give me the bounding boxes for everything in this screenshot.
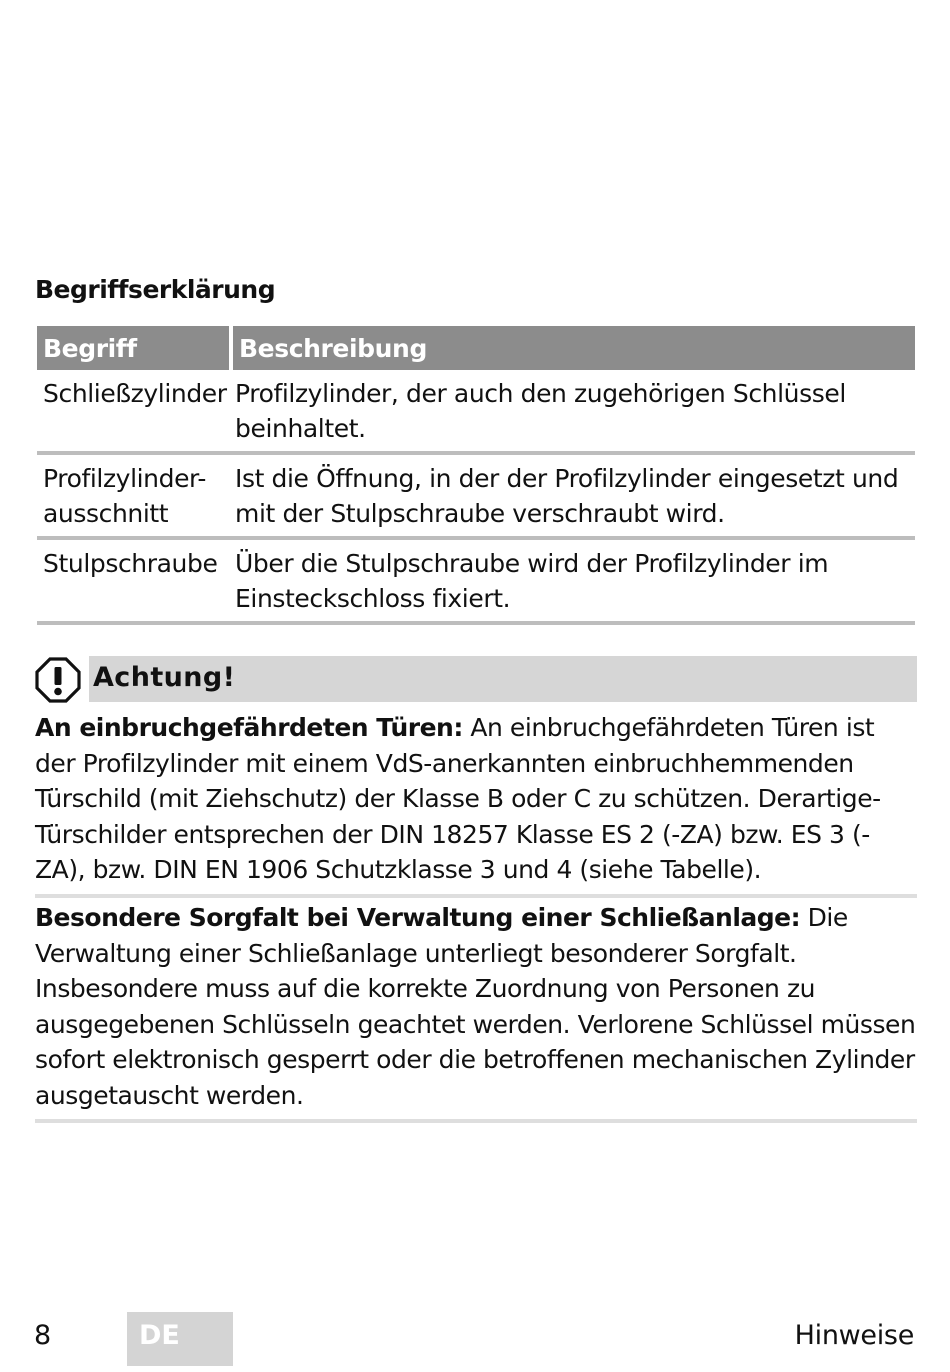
column-header-description: Beschreibung: [233, 326, 915, 370]
column-header-term: Begriff: [37, 326, 233, 370]
page-number: 8: [34, 1320, 52, 1351]
paragraph-lead: An einbruchgefährdeten Türen:: [35, 713, 463, 742]
exclamation-icon: [35, 657, 81, 703]
term-cell: Profilzylinder-ausschnitt: [37, 455, 233, 540]
table-header-row: [37, 326, 915, 370]
paragraph-text: Die Verwaltung einer Schließanlage unterliegt besonderer Sorgfalt. Insbesondere muss auf die korrekte Zuordnung von Personen zu ausgegebenen Schlüsseln geachtet werden. Verlorene Schlüssel müssen sofort elektronisch gesperrt oder die betroffenen mechanischen Zylinder ausgetauscht werden.: [35, 903, 916, 1110]
table-row: [37, 540, 915, 625]
table-row: [37, 455, 915, 540]
glossary-table: [37, 326, 915, 625]
table-row: [37, 370, 915, 455]
term-cell: Stulpschraube: [37, 540, 233, 625]
warning-label: Achtung!: [93, 662, 236, 693]
description-cell: Ist die Öffnung, in der der Profilzylinder eingesetzt und mit der Stulpschraube verschraubt wird.: [233, 455, 915, 540]
term-cell: Schließzylinder: [37, 370, 233, 455]
warning-paragraph: [35, 900, 917, 1113]
divider: [35, 1119, 917, 1123]
paragraph-lead: Besondere Sorgfalt bei Verwaltung einer Schließanlage:: [35, 903, 801, 932]
divider: [35, 894, 917, 898]
paragraph-text: An einbruchgefährdeten Türen ist der Profilzylinder mit einem VdS-anerkannten einbruchhemmenden Türschild (mit Ziehschutz) der Klasse B oder C zu schützen. Derartige-Türschilder entsprechen der DIN 18257 Klasse ES 2 (-ZA) bzw. ES 3 (-ZA), bzw. DIN EN 1906 Schutzklasse 3 und 4 (siehe Tabelle).: [35, 713, 881, 884]
language-badge: DE: [127, 1312, 233, 1366]
warning-header: [35, 656, 917, 702]
warning-paragraph: [35, 710, 917, 888]
description-cell: Über die Stulpschraube wird der Profilzylinder im Einsteckschloss fixiert.: [233, 540, 915, 625]
description-cell: Profilzylinder, der auch den zugehörigen Schlüssel beinhaltet.: [233, 370, 915, 455]
section-title: Begriffserklärung: [35, 275, 276, 304]
footer-section-name: Hinweise: [794, 1320, 914, 1351]
